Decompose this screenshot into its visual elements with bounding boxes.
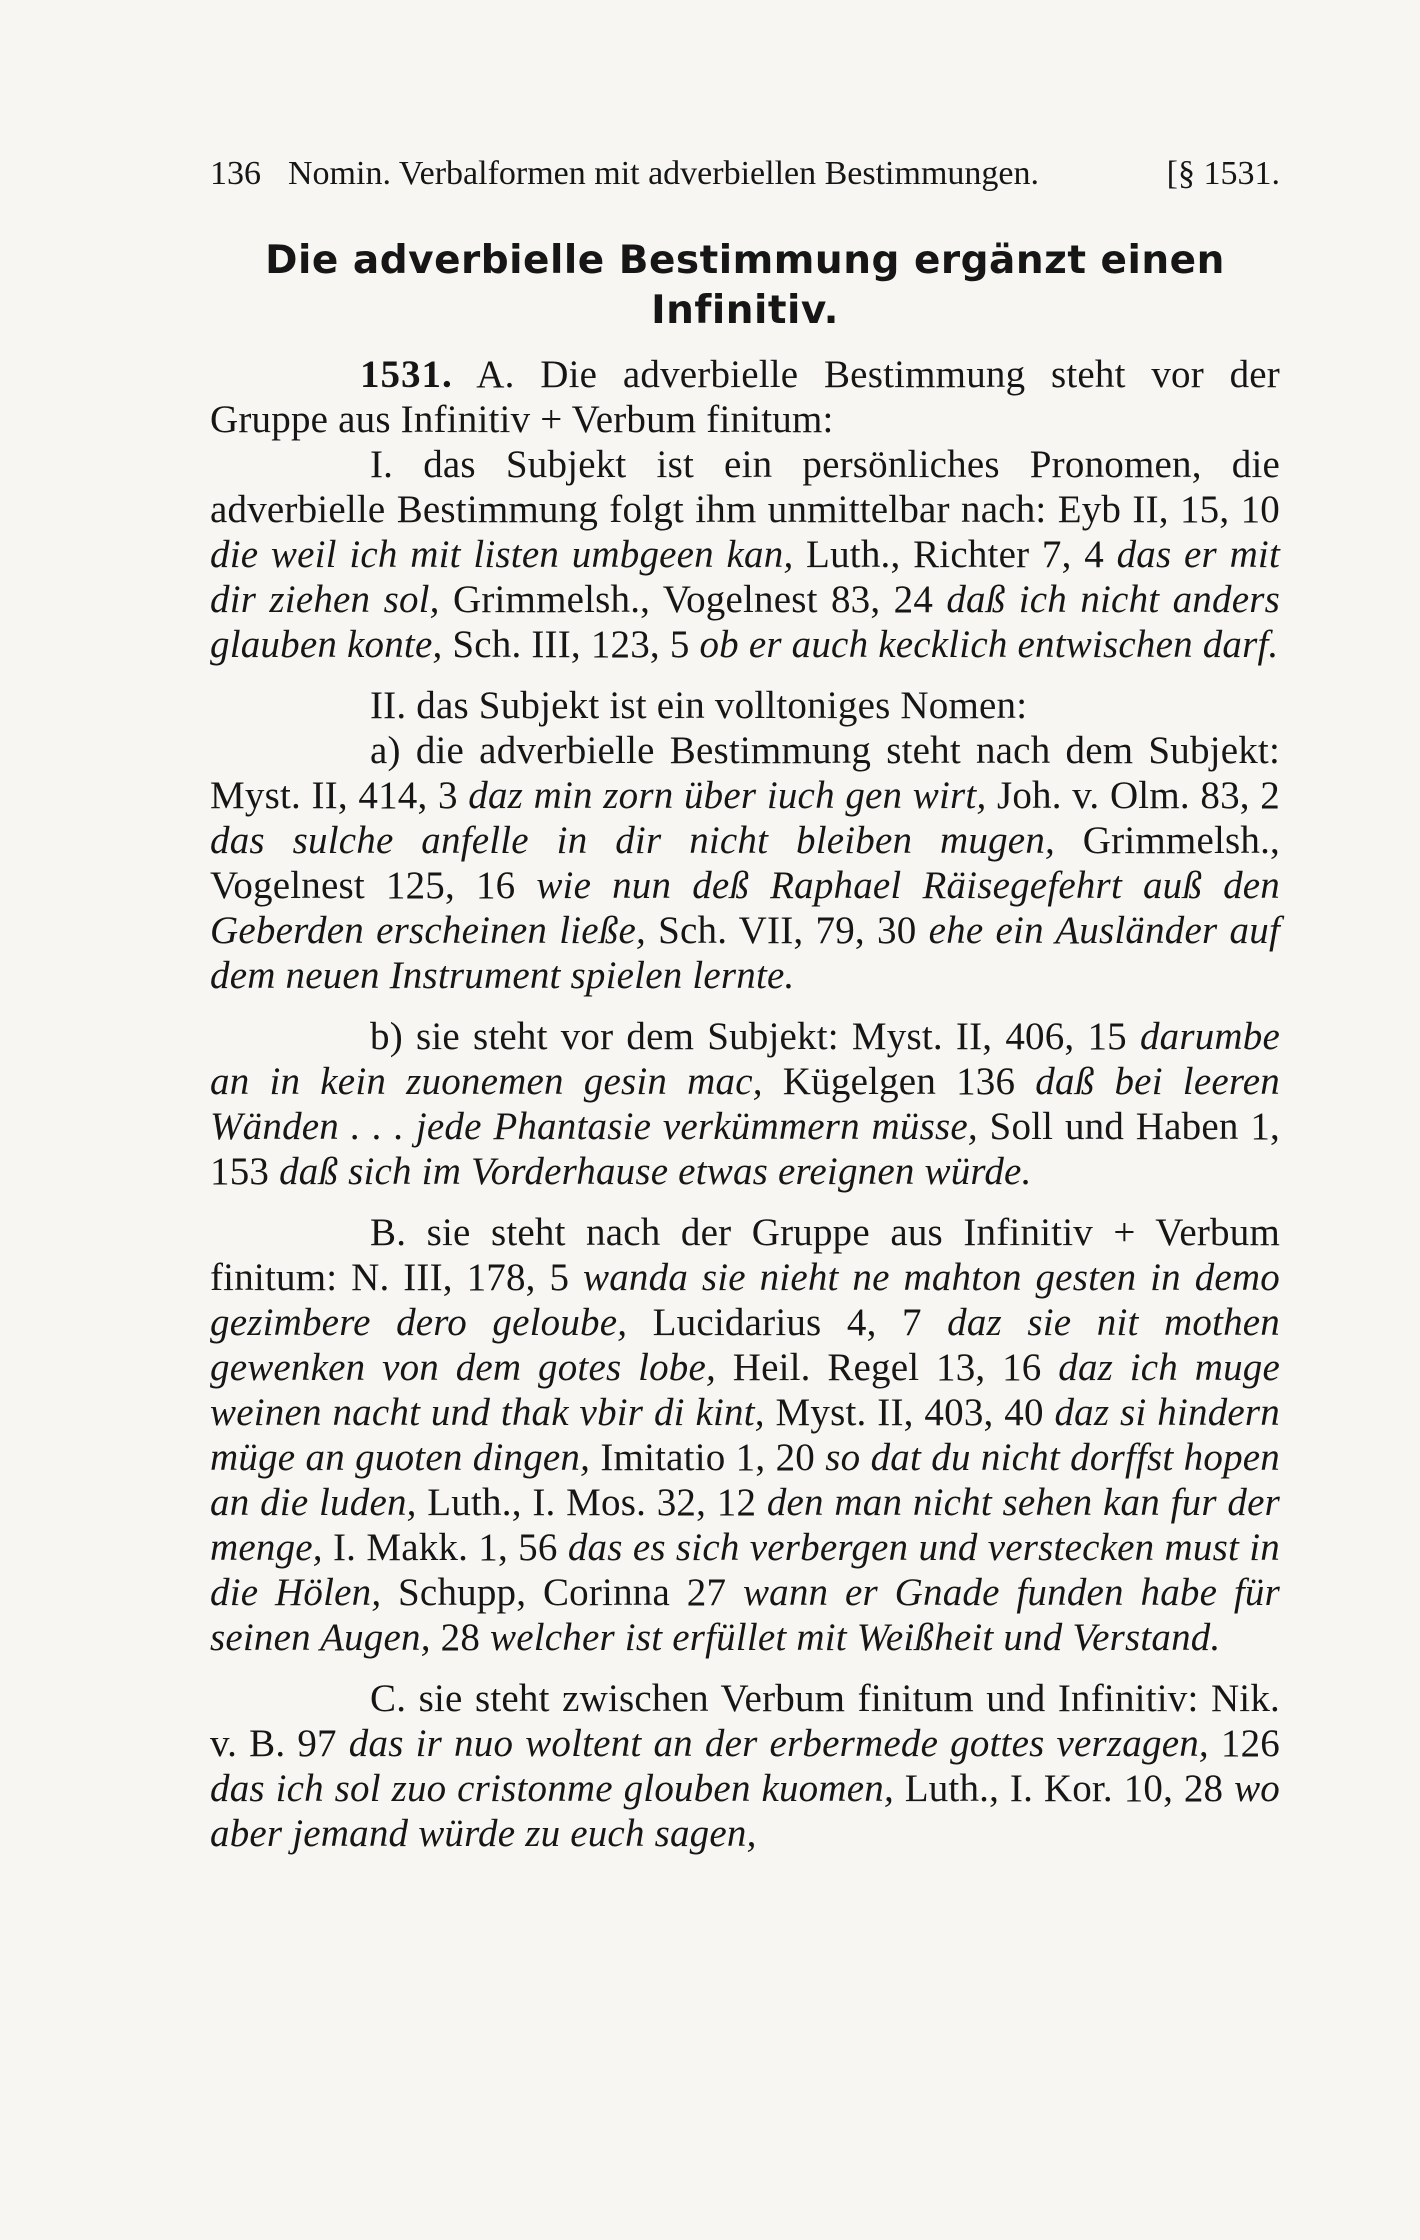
- paragraph-a-ii-a: [210, 728, 1280, 998]
- citation-example: daz si hindern müge an guoten dingen,: [210, 1391, 1280, 1479]
- citation-example: ob er auch kecklich entwischen darf.: [699, 623, 1279, 666]
- citation-example: wanda sie nieht ne mahton gesten in demo gezimbere dero geloube,: [210, 1256, 1280, 1344]
- body-text: [210, 352, 1280, 1856]
- section-reference: [§ 1531.: [1166, 155, 1280, 192]
- text-run: Imitatio 1, 20: [590, 1436, 826, 1479]
- paragraph-1531-a: [210, 352, 1280, 442]
- text-run: Luth., I. Kor. 10, 28: [893, 1767, 1235, 1810]
- citation-example: daß bei leeren Wänden . . . jede Phantasie verkümmern müsse,: [210, 1060, 1281, 1148]
- text-run: C. sie steht zwischen Verbum finitum und Infinitiv: Nik. v. B. 97: [210, 1677, 1280, 1765]
- text-run: I. Makk. 1, 56: [322, 1526, 568, 1569]
- citation-example: das ich sol zuo cristonme glouben kuomen,: [210, 1767, 894, 1810]
- citation-example: daß sich im Vorderhause etwas ereignen würde.: [279, 1150, 1032, 1193]
- paragraph-b: [210, 1210, 1280, 1660]
- text-run: Grimmelsh., Vogelnest 125, 16: [210, 819, 1280, 907]
- text-run: Luth., Richter 7, 4: [793, 533, 1117, 576]
- heading-line-1: Die adverbielle Bestimmung ergänzt einen: [265, 238, 1225, 283]
- text-run: b) sie steht vor dem Subjekt: Myst. II, 406, 15: [370, 1015, 1140, 1058]
- citation-example: die weil ich mit listen umbgeen kan,: [210, 533, 794, 576]
- paragraph-text: A. Die adverbielle Bestimmung steht vor der Gruppe aus Infinitiv + Verbum finitum:: [210, 353, 1280, 441]
- text-run: Grimmelsh., Vogelnest 83, 24: [439, 578, 947, 621]
- text-run: I. das Subjekt ist ein persönliches Pronomen, die adverbielle Bestimmung folgt ihm unmittelbar nach: Eyb II, 15, 10: [210, 443, 1280, 531]
- page-number: 136: [210, 155, 261, 192]
- section-heading: [210, 236, 1280, 336]
- paragraph-a-ii-b: [210, 1014, 1280, 1194]
- citation-example: ehe ein Ausländer auf dem neuen Instrument spielen lernte.: [210, 909, 1280, 997]
- citation-example: daz sie nit mothen gewenken von dem gotes lobe,: [210, 1301, 1280, 1389]
- text-run: Heil. Regel 13, 16: [715, 1346, 1059, 1389]
- citation-example: das ir nuo woltent an der erbermede gottes verzagen,: [348, 1722, 1209, 1765]
- text-run: Kügelgen 136: [762, 1060, 1036, 1103]
- text-run: 28: [430, 1616, 490, 1659]
- citation-example: daz ich muge weinen nacht und thak vbir di kint,: [210, 1346, 1281, 1434]
- text-run: Luth., I. Mos. 32, 12: [416, 1481, 767, 1524]
- citation-example: das er mit dir ziehen sol,: [210, 533, 1281, 621]
- paragraph-c: [210, 1676, 1280, 1856]
- paragraph-a-i: [210, 442, 1280, 667]
- text-run: a) die adverbielle Bestimmung steht nach dem Subjekt: Myst. II, 414, 3: [210, 729, 1280, 817]
- text-run: Joh. v. Olm. 83, 2: [986, 774, 1280, 817]
- citation-example: den man nicht sehen kan fur der menge,: [210, 1481, 1280, 1569]
- citation-example: so dat du nicht dorffst hopen an die luden,: [210, 1436, 1280, 1524]
- citation-example: das es sich verbergen und verstecken must in die Hölen,: [210, 1526, 1280, 1614]
- citation-example: daß ich nicht anders glauben konte,: [210, 578, 1280, 666]
- text-run: Myst. II, 403, 40: [764, 1391, 1055, 1434]
- citation-example: das sulche anfelle in dir nicht bleiben mugen,: [210, 819, 1055, 862]
- paragraph-number: 1531.: [360, 353, 453, 396]
- text-run: II. das Subjekt ist ein volltoniges Nomen:: [370, 684, 1028, 727]
- heading-line-2: Infinitiv.: [651, 288, 839, 333]
- citation-example: wann er Gnade funden habe für seinen Augen,: [210, 1571, 1280, 1659]
- citation-example: wie nun deß Raphael Räisegefehrt auß den Geberden erscheinen ließe,: [210, 864, 1280, 952]
- paragraph-a-ii: [210, 683, 1280, 728]
- text-run: Sch. VII, 79, 30: [645, 909, 929, 952]
- text-run: Lucidarius 4, 7: [627, 1301, 948, 1344]
- citation-example: welcher ist erfüllet mit Weißheit und Verstand.: [489, 1616, 1221, 1659]
- citation-example: daz min zorn über iuch gen wirt,: [468, 774, 987, 817]
- running-title: Nomin. Verbalformen mit adverbiellen Bestimmungen.: [288, 155, 1039, 192]
- text-run: Schupp, Corinna 27: [381, 1571, 743, 1614]
- text-run: Soll und Haben 1, 153: [210, 1105, 1280, 1193]
- text-run: B. sie steht nach der Gruppe aus Infinitiv + Verbum finitum: N. III, 178, 5: [210, 1211, 1280, 1299]
- citation-example: darumbe an in kein zuonemen gesin mac,: [210, 1015, 1280, 1103]
- text-run: Sch. III, 123, 5: [442, 623, 700, 666]
- text-run: 126: [1208, 1722, 1280, 1765]
- running-head: [210, 152, 1280, 196]
- citation-example: wo aber jemand würde zu euch sagen,: [210, 1767, 1280, 1855]
